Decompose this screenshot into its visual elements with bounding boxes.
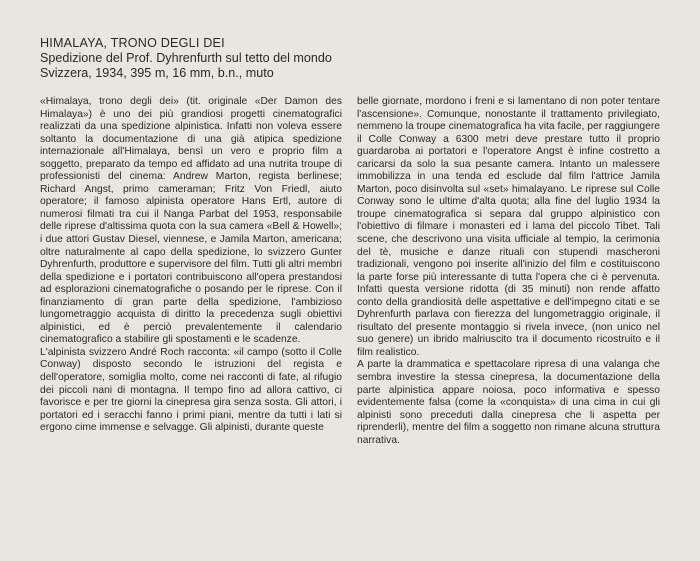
film-title: HIMALAYA, TRONO DEGLI DEI: [40, 36, 225, 50]
left-column: [40, 96, 342, 435]
film-details: Svizzera, 1934, 395 m, 16 mm, b.n., muto: [40, 66, 274, 80]
paragraph: A parte la drammatica e spettacolare ripresa di una valanga che sembra investire la stessa cinepresa, la documentazione della parte alpinistica appare noiosa, poco informativa e spesso evidentemente falsa (come la «conquista» di una cima in cui gli alpinisti sono preceduti dalla cinepresa che li aspetta per riprenderli), mentre del film a soggetto non rimane alcuna struttura narrativa.: [357, 359, 660, 446]
paragraph: «Himalaya, trono degli dei» (tit. originale «Der Damon des Himalaya») è uno dei più grandiosi progetti cinematografici realizzati da una spedizione alpinistica. Infatti non voleva essere soltanto la documentazione di una già atipica spedizione internazionale all'Himalaya, bensì un vero e proprio film a soggetto, preparato da tempo ed affidato ad una nutrita troupe di professionisti del cinema: Andrew Marton, regista berlinese; Richard Angst, primo cameraman; Fritz Von Friedl, aiuto operatore; il famoso alpinista operatore Hans Ertl, autore di numerosi filmati tra cui il Nanga Parbat del 1953, responsabile delle riprese d'altissima quota con la sua camera «Bell & Howell»; i due attori Gustav Diesel, viennese, e Jamila Marton, americana; oltre naturalmente al capo della spedizione, lo svizzero Gunter Dyhrenfurth, produttore e supervisore del film. Tutti gli altri membri della spedizione e i portatori contribuiscono all'opera prestandosi ad esplorazioni cinematografiche o posando per le riprese. Con il finanziamento di gran parte della spedizione, l'ambizioso lungometraggio acquista di diritto la precedenza sugli obiettivi alpinistici, ed è perciò prevalentemente il calendario cinematografico a stabilire gli spostamenti e le scadenze.: [40, 96, 342, 346]
film-subtitle: Spedizione del Prof. Dyhrenfurth sul tetto del mondo: [40, 51, 332, 65]
paragraph: belle giornate, mordono i freni e si lamentano di non poter tentare l'ascensione». Comunque, nonostante il trattamento privilegiato, nemmeno la troupe cinematografica ha vita facile, per raggiungere il Colle Conway a 6300 metri deve prestare tutto il proprio guardaroba ai portatori e l'operatore Angst è infine costretto a caricarsi da solo la sua pesante camera. Intanto un malessere immobilizza in una tenda ed esclude dal film l'attrice Jamila Marton, poco disinvolta sul «set» himalayano. Le riprese sul Colle Conway sono le ultime d'alta quota; alla fine del luglio 1934 la troupe cinematografica si separa dal gruppo alpinistico con l'obiettivo di filmare i monasteri ed i lama del piccolo Tibet. Tali scene, che descrivono una visita ufficiale al tempio, la cerimonia del tè, musiche e danze rituali con stupendi mascheroni tradizionali, vengono poi inserite all'inizio del film e costituiscono la parte forse più interessante di tutta l'opera che ci è pervenuta. Infatti questa versione ridotta (di 35 minuti) non rende affatto conto della grandiosità delle aspettative e dell'impegno citati e se Dyhrenfurth parlava con fierezza del lungometraggio originale, il risultato del presente montaggio si rivela invece, (non unico nel suo genere) un ibrido malriuscito tra il documento ricostruito e il film realistico.: [357, 96, 660, 358]
paragraph: L'alpinista svizzero André Roch racconta: «il campo (sotto il Colle Conway) disposto secondo le istruzioni del regista e dell'operatore, somiglia molto, come nei racconti di fate, al rifugio dei piccoli nani di montagna. Il tempo fino ad allora cattivo, ci favorisce e per tre giorni la cinepresa gira senza sosta. Gli attori, i portatori ed i seracchi fanno i primi piani, mentre da tutti i lati si ergono cime immense e selvagge. Gli alpinisti, durante queste: [40, 346, 342, 434]
right-column: [357, 96, 660, 447]
film-header: [40, 36, 640, 81]
